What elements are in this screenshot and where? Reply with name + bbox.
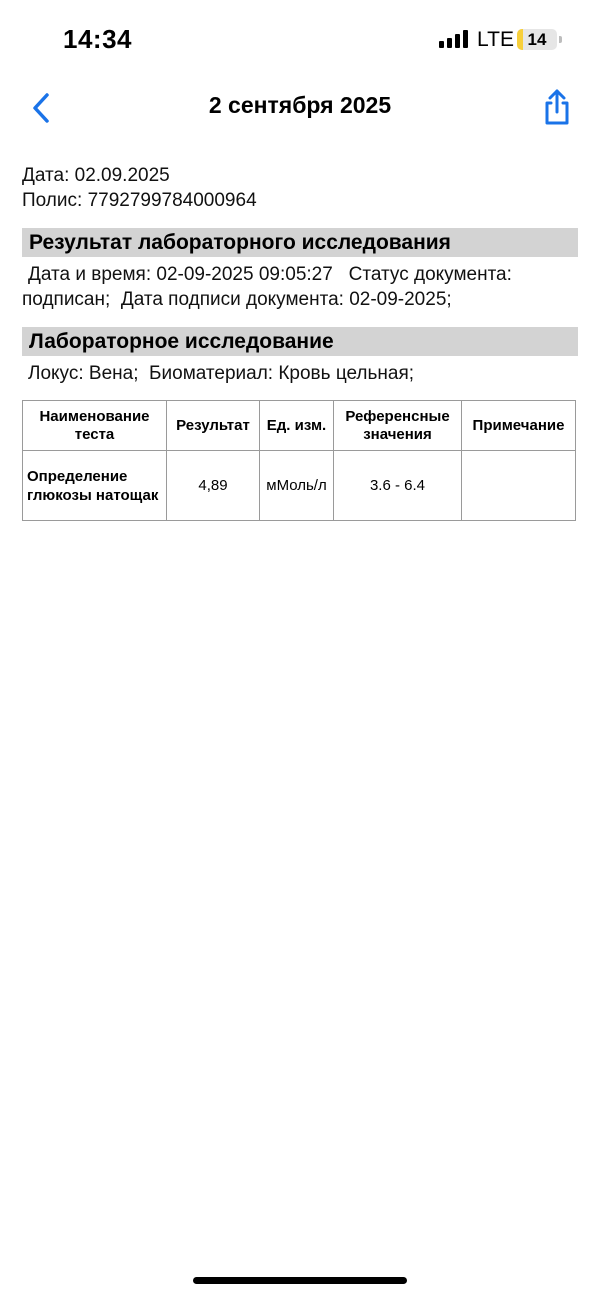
battery-cap xyxy=(559,36,562,43)
share-button[interactable] xyxy=(540,86,574,128)
cell-result: 4,89 xyxy=(167,451,260,521)
nav-bar xyxy=(0,80,600,135)
signal-icon xyxy=(439,30,469,48)
battery-level: 14 xyxy=(527,30,547,49)
battery-icon xyxy=(517,29,557,50)
document-body xyxy=(22,163,578,521)
column-header-test-name: Наименование теста xyxy=(23,401,167,451)
column-header-reference: Референсные значения xyxy=(334,401,462,451)
home-indicator[interactable] xyxy=(193,1277,407,1284)
table-header-row xyxy=(23,401,576,451)
column-header-unit: Ед. изм. xyxy=(260,401,334,451)
share-icon xyxy=(540,86,574,128)
lab-study-details xyxy=(22,356,578,386)
page-title: 2 сентября 2025 xyxy=(208,92,392,118)
lab-study-locus-biomaterial: Локус: Вена; Биоматериал: Кровь цельная; xyxy=(28,363,415,384)
lab-result-signature: подписан; Дата подписи документа: 02-09-2025; xyxy=(22,289,452,310)
status-bar xyxy=(0,0,600,80)
network-type: LTE xyxy=(477,28,514,51)
cell-unit: мМоль/л xyxy=(260,451,334,521)
lab-result-details xyxy=(22,257,578,312)
lab-results-table xyxy=(22,400,576,521)
document-date: Дата: 02.09.2025 xyxy=(22,165,170,186)
section-title-lab-result: Результат лабораторного исследования xyxy=(22,228,578,257)
lab-result-datetime-status: Дата и время: 02-09-2025 09:05:27 Статус документа: xyxy=(28,264,512,285)
status-time: 14:34 xyxy=(63,24,132,54)
cell-test-name: Определение глюкозы натощак xyxy=(23,451,167,521)
cell-reference: 3.6 - 6.4 xyxy=(334,451,462,521)
document-policy: Полис: 7792799784000964 xyxy=(22,190,257,211)
table-row xyxy=(23,451,576,521)
cell-note xyxy=(462,451,576,521)
column-header-note: Примечание xyxy=(462,401,576,451)
column-header-result: Результат xyxy=(167,401,260,451)
section-title-lab-study: Лабораторное исследование xyxy=(22,327,578,356)
